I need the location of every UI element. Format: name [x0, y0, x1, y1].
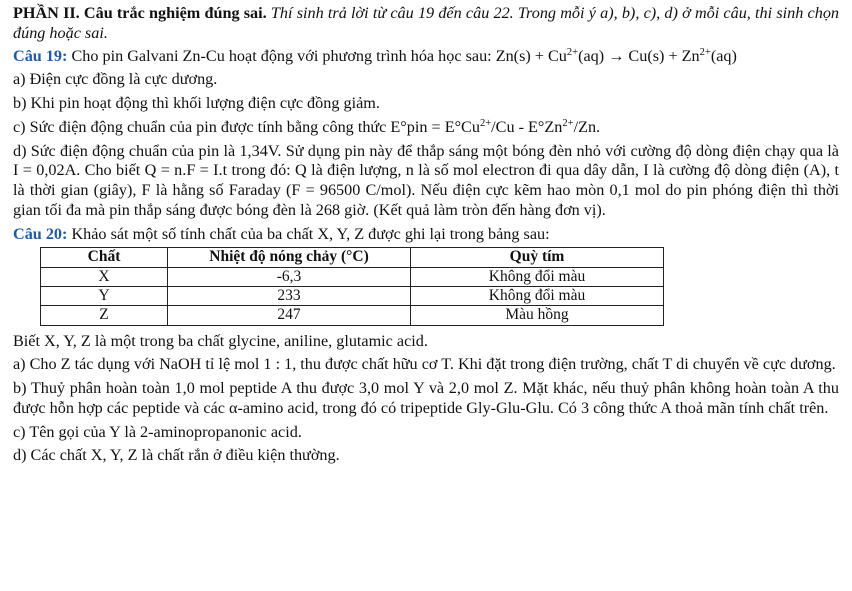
- q19-stem-text: Cho pin Galvani Zn-Cu hoạt động với phương trình hóa học sau: Zn(s) + Cu: [71, 46, 567, 65]
- table-cell: Màu hồng: [411, 306, 664, 325]
- q20-option-b: b) Thuỷ phân hoàn toàn 1,0 mol peptide A thu được 3,0 mol Y và 2,0 mol Z. Mặt khác, nếu thuỷ phân không hoàn toàn A thu được hỗn hợp các peptide và các α-amino acid, trong đó có tripeptide Gly-Glu-Glu. Có 3 công thức A thoả mãn tính chất trên.: [13, 379, 839, 417]
- table-cell: Không đổi màu: [411, 286, 664, 305]
- q20-option-c: c) Tên gọi của Y là 2-aminopropanonic acid.: [13, 422, 302, 441]
- q19-option-b: b) Khi pin hoạt động thì khối lượng điện cực đồng giảm.: [13, 94, 380, 113]
- q19-option-c-mid: /Cu - E°Zn: [491, 117, 563, 136]
- table-cell: 247: [168, 306, 411, 325]
- q19-sup2: 2+: [699, 46, 711, 58]
- table-cell: 233: [168, 286, 411, 305]
- section-instruction: Thí sinh trả lời từ câu 19 đến câu 22. Trong mỗi ý a), b), c), d) ở mỗi câu, thi sinh chọn đúng hoặc sai.: [13, 4, 840, 42]
- table-cell: Z: [41, 306, 168, 325]
- q20-stem: [13, 225, 839, 245]
- q20-properties-table: [40, 247, 664, 325]
- q19-option-c-sup1: 2+: [479, 118, 492, 130]
- q19-option-c: [13, 118, 839, 138]
- q19-label: Câu 19:: [13, 46, 68, 65]
- table-cell: -6,3: [168, 267, 411, 286]
- table-row: [41, 306, 664, 325]
- q19-stem-text2: (aq) → Cu(s) + Zn: [578, 46, 700, 65]
- table-header-litmus: Quỳ tím: [411, 248, 664, 267]
- section-title: PHẦN II. Câu trắc nghiệm đúng sai.: [13, 4, 267, 22]
- table-header-melting-point: Nhiệt độ nóng chảy (°C): [168, 248, 411, 267]
- q19-stem: [13, 47, 839, 67]
- q19-stem-text3: (aq): [710, 46, 737, 65]
- q19-option-c-text: c) Sức điện động chuẩn của pin được tính bằng công thức E°pin = E°Cu: [13, 117, 480, 136]
- q19-option-d: d) Sức điện động chuẩn của pin là 1,34V. Sử dụng pin này để thắp sáng một bóng đèn nhỏ với cường độ dòng điện chạy qua là I = 0,02A. Cho biết Q = n.F = I.t trong đó: Q là điện lượng, n là số mol electron đi qua dây dẫn, I là cường độ dòng điện (A), t là thời gian (giây), F là hằng số Faraday (F = 96500 C/mol). Nếu điện cực kẽm hao mòn 0,1 mol do pin phóng điện thì thời gian tối đa mà pin thắp sáng được bóng đèn là 268 giờ. (Kết quả làm tròn đến hàng đơn vị).: [13, 141, 839, 219]
- table-row: [41, 286, 664, 305]
- section-heading: [13, 4, 839, 44]
- table-row: [41, 267, 664, 286]
- q20-option-d: d) Các chất X, Y, Z là chất rắn ở điều kiện thường.: [13, 446, 340, 465]
- q20-stem-text: Khảo sát một số tính chất của ba chất X, Y, Z được ghi lại trong bảng sau:: [71, 224, 550, 243]
- table-cell: X: [41, 267, 168, 286]
- q20-label: Câu 20:: [13, 224, 68, 243]
- table-header-substance: Chất: [41, 248, 168, 267]
- q19-option-c-sup2: 2+: [562, 118, 574, 130]
- q20-option-a: a) Cho Z tác dụng với NaOH tỉ lệ mol 1 : 1, thu được chất hữu cơ T. Khi đặt trong điện trường, chất T di chuyển về cực dương.: [13, 355, 836, 374]
- q20-note: Biết X, Y, Z là một trong ba chất glycine, aniline, glutamic acid.: [13, 331, 428, 350]
- table-cell: Y: [41, 286, 168, 305]
- q19-sup1: 2+: [566, 46, 579, 58]
- table-header-row: [41, 248, 664, 267]
- q19-option-c-end: /Zn.: [573, 117, 601, 136]
- table-cell: Không đổi màu: [411, 267, 664, 286]
- q19-option-a: a) Điện cực đồng là cực dương.: [13, 70, 218, 89]
